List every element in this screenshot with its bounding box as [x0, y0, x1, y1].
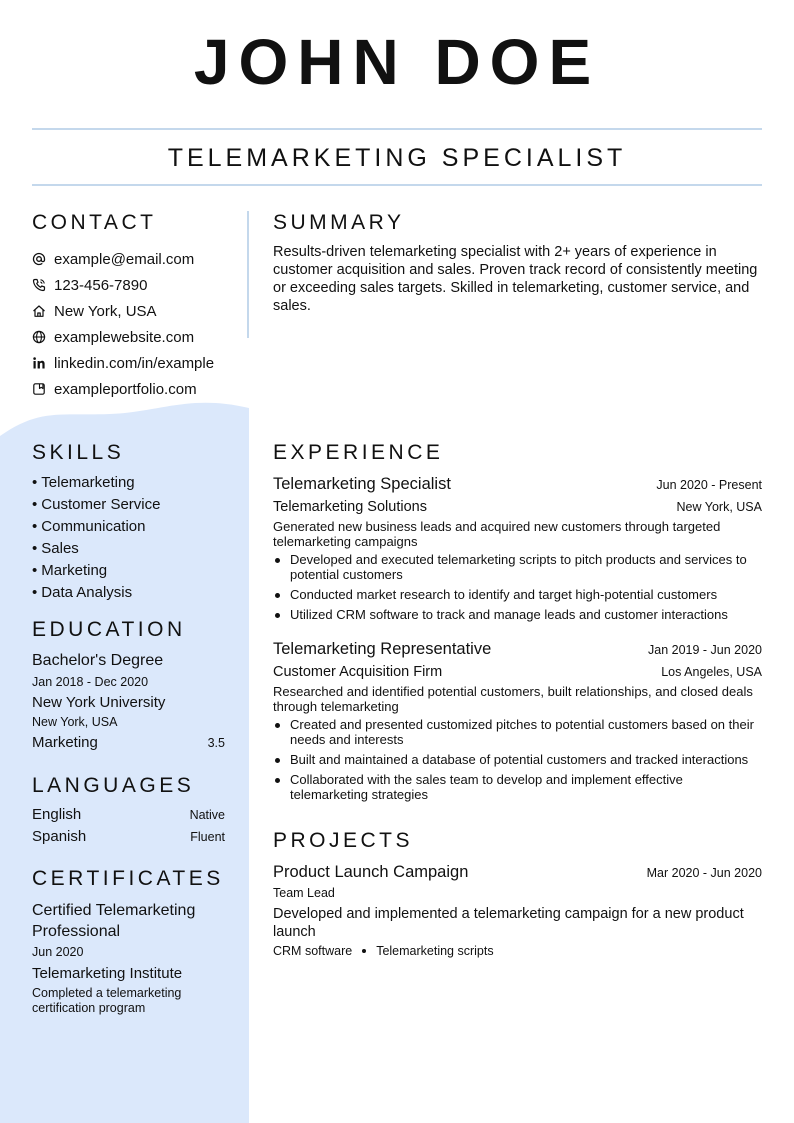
projects-heading: PROJECTS — [273, 829, 414, 852]
summary-section — [273, 210, 762, 315]
skills-section — [32, 440, 225, 604]
languages-heading: LANGUAGES — [32, 774, 195, 797]
contact-linkedin — [32, 350, 225, 376]
list-item: Conducted market research to identify and target high-potential customers — [273, 587, 762, 602]
job-subheader — [273, 660, 762, 682]
certificate-description: Completed a telemarketing certification program — [32, 986, 182, 1015]
projects-section — [273, 828, 762, 958]
list-item: Built and maintained a database of potential customers and tracked interactions — [273, 752, 762, 767]
job-company: Telemarketing Solutions — [273, 499, 427, 515]
language-level: Native — [189, 808, 225, 822]
education-degree: Bachelor's Degree — [32, 652, 164, 669]
contact-phone-text[interactable]: 123-456-7890 — [54, 276, 148, 294]
contact-linkedin-text[interactable]: linkedin.com/in/example — [54, 354, 215, 372]
contact-website — [32, 324, 225, 350]
language-name: English — [32, 806, 82, 823]
resume-name: JOHN DOE — [193, 26, 601, 98]
language-name: Spanish — [32, 828, 87, 845]
job-company: Customer Acquisition Firm — [273, 664, 443, 680]
list-item: • Sales — [32, 538, 225, 560]
job-subheader — [273, 495, 762, 517]
linkedin-icon — [32, 356, 46, 370]
list-item — [32, 827, 225, 849]
job-title: Telemarketing Specialist — [273, 475, 451, 493]
contact-portfolio — [32, 376, 225, 402]
project-role: Team Lead — [273, 886, 335, 900]
job-entry — [273, 638, 762, 802]
tag-separator — [362, 949, 366, 953]
globe-icon — [32, 330, 46, 344]
experience-heading: EXPERIENCE — [273, 441, 444, 464]
project-tag: Telemarketing scripts — [376, 944, 494, 958]
languages-list — [32, 805, 225, 849]
certificate-date: Jun 2020 — [32, 945, 84, 959]
project-tags — [273, 944, 762, 958]
education-location: New York, USA — [32, 715, 118, 729]
education-gpa: 3.5 — [207, 736, 225, 750]
summary-text: Results-driven telemarketing specialist with 2+ years of experience in customer acquisition and sales. Proven track record of consistently meeting or exceeding sales targets. Skilled in telemarketing, customer service, and sales. — [273, 244, 758, 314]
education-section — [32, 617, 225, 753]
job-location: New York, USA — [676, 500, 762, 514]
portfolio-icon — [32, 382, 46, 396]
contact-email-text[interactable]: example@email.com — [54, 250, 195, 268]
list-item: • Customer Service — [32, 494, 225, 516]
job-header — [273, 473, 762, 495]
summary-heading: SUMMARY — [273, 211, 405, 234]
languages-section — [32, 773, 225, 849]
project-dates: Mar 2020 - Jun 2020 — [646, 866, 762, 880]
list-item — [32, 805, 225, 827]
job-dates: Jun 2020 - Present — [656, 478, 762, 492]
list-item: Collaborated with the sales team to develop and implement effective telemarketing strategies — [273, 772, 762, 802]
list-item: • Marketing — [32, 560, 225, 582]
project-name: Product Launch Campaign — [273, 863, 469, 881]
header-bottom-rule — [32, 184, 762, 186]
job-description: Generated new business leads and acquired new customers through targeted telemarketing campaigns — [273, 519, 721, 549]
certificate-name: Certified Telemarketing Professional — [32, 902, 196, 940]
education-dates: Jan 2018 - Dec 2020 — [32, 675, 149, 689]
job-bullets — [273, 717, 762, 802]
certificates-heading: CERTIFICATES — [32, 867, 224, 890]
job-description: Researched and identified potential customers, built relationships, and closed deals through telemarketing — [273, 684, 753, 714]
project-description: Developed and implemented a telemarketing campaign for a new product launch — [273, 906, 744, 940]
contact-email — [32, 246, 225, 272]
contact-location-text: New York, USA — [54, 302, 157, 320]
column-divider — [247, 211, 249, 338]
list-item: • Telemarketing — [32, 472, 225, 494]
education-heading: EDUCATION — [32, 618, 186, 641]
skills-list — [32, 472, 225, 604]
job-entry — [273, 473, 762, 622]
contact-website-text[interactable]: examplewebsite.com — [54, 328, 195, 346]
education-field-row — [32, 733, 225, 753]
list-item: Developed and executed telemarketing scripts to pitch products and services to potential customers — [273, 552, 762, 582]
phone-icon — [32, 278, 46, 292]
header-top-rule — [32, 128, 762, 130]
contact-location — [32, 298, 225, 324]
language-level: Fluent — [190, 830, 225, 844]
project-header — [273, 861, 762, 883]
job-title: Telemarketing Representative — [273, 640, 492, 658]
at-icon — [32, 252, 46, 266]
education-school: New York University — [32, 694, 166, 711]
contact-list — [32, 246, 225, 402]
certificates-section — [32, 866, 225, 1016]
home-icon — [32, 304, 46, 318]
contact-portfolio-text[interactable]: exampleportfolio.com — [54, 380, 197, 398]
job-header — [273, 638, 762, 660]
education-field: Marketing — [32, 734, 98, 751]
experience-section — [273, 440, 762, 807]
resume-title: TELEMARKETING SPECIALIST — [167, 144, 627, 172]
job-dates: Jan 2019 - Jun 2020 — [648, 643, 762, 657]
list-item: • Communication — [32, 516, 225, 538]
job-bullets — [273, 552, 762, 622]
contact-section — [32, 210, 225, 402]
certificate-issuer: Telemarketing Institute — [32, 965, 183, 982]
contact-phone — [32, 272, 225, 298]
skills-heading: SKILLS — [32, 441, 125, 464]
list-item: Created and presented customized pitches to potential customers based on their needs and interests — [273, 717, 762, 747]
job-location: Los Angeles, USA — [661, 665, 762, 679]
list-item: Utilized CRM software to track and manage leads and customer interactions — [273, 607, 762, 622]
contact-heading: CONTACT — [32, 211, 157, 234]
project-tag: CRM software — [273, 944, 353, 958]
list-item: • Data Analysis — [32, 582, 225, 604]
